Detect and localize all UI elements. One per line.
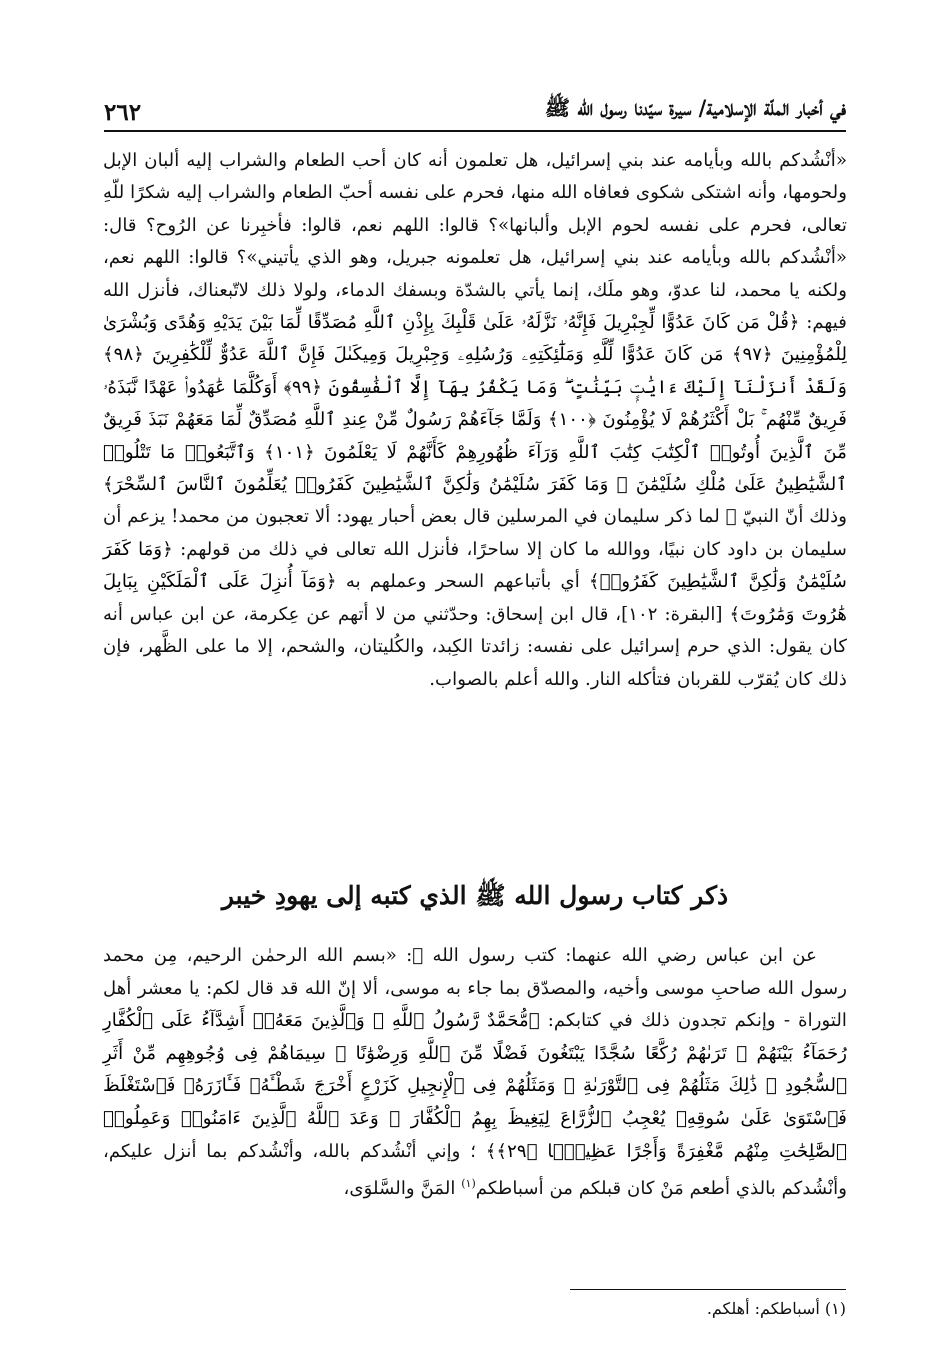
quran-quote: ﴿وَمَآ أُنزِلَ عَلَى ٱلْمَلَكَيْنِ بِبَابِلَ هَٰرُوتَ وَمَٰرُوتَ﴾ <box>103 571 847 625</box>
page-number: ٢٦٢ <box>104 99 142 126</box>
paragraph-text: «أنْشُدكم بالله وبأيامه عند بني إسرائيل، هل تعلمون أنه كان أحب الطعام والشراب إليه ألبان الإبل ولحومها، وأنه اشتكى شكوى فعافاه الله منها، فحرم على نفسه أحبّ الطعام والشراب إليه شكرًا للّهِ تعالى، فحرم على نفسه لحوم الإبل وألبانها»؟ قالوا: اللهم نعم، قالوا: فأخبِرنا عن الرُوح؟ قال: «أنْشُدكم بالله وبأيامه عند بني إسرائيل، هل تعلمونه جبريل، وهو الذي يأتيني»؟ قالوا: اللهم نعم، ولكنه يا محمد، لنا عدوّ، وهو ملَك، إنما يأتي بالشدّة وبسفك الدماء، ولولا ذلك لاتّبعناك، فأنزل الله فيهم: <box>103 150 847 334</box>
letter-paragraph <box>103 940 847 1206</box>
paragraph-text: أي بأتباعهم السحر وعملهم به <box>345 571 580 593</box>
paragraph-text: المَنَّ والسَّلوَى، <box>343 1178 456 1200</box>
paragraph-text: وذلك أنّ النبيّ ﷺ لما ذكر سليمان في المرسلين قال بعض أحبار يهود: ألا تعجبون من محمد! يزعم أن سليمان بن داود كان نبيًا، ووالله ما كان إلا ساحرًا، فأنزل الله تعالى في ذلك من قولهم: <box>103 506 847 560</box>
footnote <box>500 1299 846 1318</box>
footnote-text: أسباطكم: أهلكم. <box>706 1299 820 1318</box>
main-text-block <box>103 145 847 696</box>
page-header <box>104 86 846 132</box>
paragraph-text: [البقرة: ١٠٢]، قال ابن إسحاق: وحدّثني من لا أتهم عن عِكرمة، عن ابن عباس أنه كان يقول: الذي حرم إسرائيل على نفسه: زائدتا الكِبد، والكُليتان، والشحم، إلا ما على الظَّهر، فإن ذلك كان يُقرّب للقربان فتأكله النار. والله أعلم بالصواب. <box>103 603 847 690</box>
letter-text-block <box>103 940 847 1206</box>
section-heading: ذكر كتاب رسول الله ﷺ الذي كتبه إلى يهودِ خيبر <box>221 881 729 910</box>
footnote-number: (١) <box>824 1299 846 1318</box>
footnote-divider <box>570 1289 846 1290</box>
running-title: في أخبار الملّة الإسلامية/ سيرة سيّدنا رسول الله ﷺ <box>544 95 846 120</box>
paragraph-text: عن ابن عباس رضي الله عنهما: كتب رسول الله ﷺ: «بسم الله الرحمٰن الرحيم، مِن محمد رسول الله صاحبِ موسى وأخيه، والمصدّق بما جاء به موسى، ألا إنّ الله قد قال لكم: يا معشر أهل التوراة - وإنكم تجدون ذلك في كتابكم: <box>103 945 847 1032</box>
quran-quote: ﴿وَمَا كَفَرَ سُلَيْمَٰنُ وَلَٰكِنَّ ٱلشَّيَٰطِينَ كَفَرُوا۟﴾ <box>103 538 847 593</box>
quran-verse-fath-29: ﴿مُّحَمَّدٌ رَّسُولُ ٱللَّهِ ۚ وَٱلَّذِينَ مَعَهُۥٓ أَشِدَّآءُ عَلَى ٱلْكُفَّارِ رُحَمَآءُ بَيْنَهُمْ ۖ تَرَىٰهُمْ رُكَّعًا سُجَّدًا يَبْتَغُونَ فَضْلًا مِّنَ ٱللَّهِ وَرِضْوَٰنًا ۖ سِيمَاهُمْ فِى وُجُوهِهِم مِّنْ أَثَرِ ٱلسُّجُودِ ۚ ذَٰلِكَ مَثَلُهُمْ فِى ٱلتَّوْرَىٰةِ ۚ وَمَثَلُهُمْ فِى ٱلْإِنجِيلِ كَزَرْعٍ أَخْرَجَ شَطْـَٔهُۥ فَـَٔازَرَهُۥ فَٱسْتَغْلَظَ فَٱسْتَوَىٰ عَلَىٰ سُوقِهِۦ يُعْجِبُ ٱلزُّرَّاعَ لِيَغِيظَ بِهِمُ ٱلْكُفَّارَ ۗ وَعَدَ ٱللَّهُ ٱلَّذِينَ ءَامَنُوا۟ وَعَمِلُوا۟ ٱلصَّٰلِحَٰتِ مِنْهُم مَّغْفِرَةً وَأَجْرًا عَظِيمًۢا ﴿٢٩﴾﴾ <box>103 1010 847 1162</box>
quran-verses-baqarah-97-102: ﴿قُلْ مَن كَانَ عَدُوًّا لِّجِبْرِيلَ فَإِنَّهُۥ نَزَّلَهُۥ عَلَىٰ قَلْبِكَ بِإِذْنِ ٱللَّهِ مُصَدِّقًا لِّمَا بَيْنَ يَدَيْهِ وَهُدًى وَبُشْرَىٰ لِلْمُؤْمِنِينَ ﴿٩٧﴾ مَن كَانَ عَدُوًّا لِّلَّهِ وَمَلَٰٓئِكَتِهِۦ وَرُسُلِهِۦ وَجِبْرِيلَ وَمِيكَىٰلَ فَإِنَّ ٱللَّهَ عَدُوٌّ لِّلْكَٰفِرِينَ ﴿٩٨﴾ وَلَقَدْ أَنزَلْنَآ إِلَيْكَ ءَايَٰتٍۭ بَيِّنَٰتٍ ۖ وَمَا يَكْفُرُ بِهَآ إِلَّا ٱلْفَٰسِقُونَ ﴿٩٩﴾ أَوَكُلَّمَا عَٰهَدُوا۟ عَهْدًا نَّبَذَهُۥ فَرِيقٌ مِّنْهُم ۚ بَلْ أَكْثَرُهُمْ لَا يُؤْمِنُونَ ﴿١٠٠﴾ وَلَمَّا جَآءَهُمْ رَسُولٌ مِّنْ عِندِ ٱللَّهِ مُصَدِّقٌ لِّمَا مَعَهُمْ نَبَذَ فَرِيقٌ مِّنَ ٱلَّذِينَ أُوتُوا۟ ٱلْكِتَٰبَ كِتَٰبَ ٱللَّهِ وَرَآءَ ظُهُورِهِمْ كَأَنَّهُمْ لَا يَعْلَمُونَ ﴿١٠١﴾ وَٱتَّبَعُوا۟ مَا تَتْلُوا۟ ٱلشَّيَٰطِينُ عَلَىٰ مُلْكِ سُلَيْمَٰنَ ۖ وَمَا كَفَرَ سُلَيْمَٰنُ وَلَٰكِنَّ ٱلشَّيَٰطِينَ كَفَرُوا۟ يُعَلِّمُونَ ٱلنَّاسَ ٱلسِّحْرَ﴾ <box>103 312 847 496</box>
footnote-reference[interactable]: (١) <box>461 1177 476 1191</box>
narrative-paragraph <box>103 145 847 696</box>
paragraph-text: ؛ وإني أنْشُدكم بالله، وأنْشُدكم بما أنزل عليكم، وأنْشُدكم بالذي أطعم مَنْ كان قبلكم من أسباطكم <box>103 1140 847 1200</box>
